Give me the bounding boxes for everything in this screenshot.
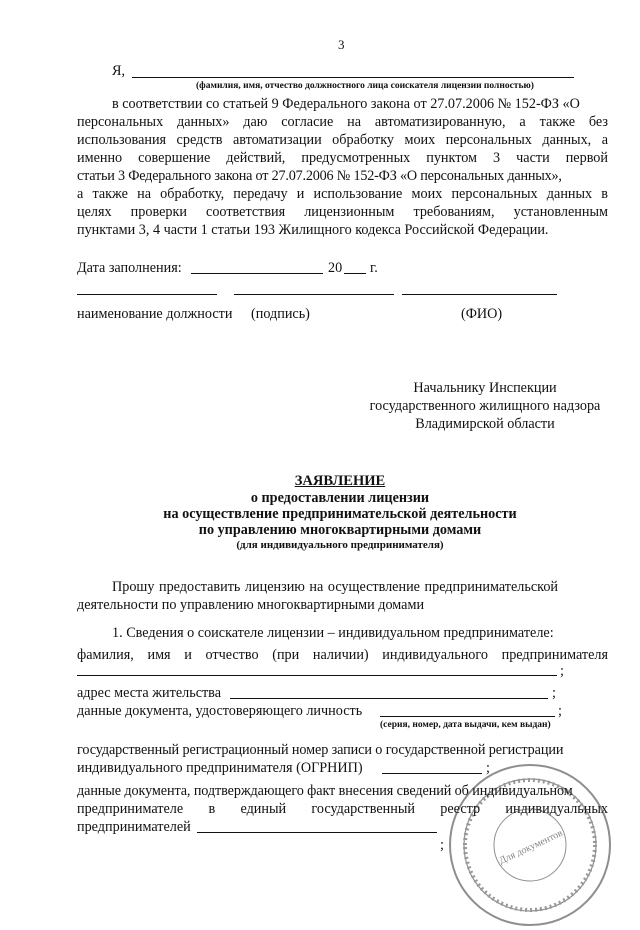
consent-line-6: а также на обработку, передачу и использование моих персональных данных в [77, 186, 608, 202]
consent-line-8: пунктами 3, 4 части 1 статьи 193 Жилищного кодекса Российской Федерации. [77, 222, 549, 238]
semicolon-1: ; [560, 663, 564, 679]
consent-ya: Я, [112, 63, 126, 79]
semicolon-2: ; [552, 685, 556, 701]
address-label: адрес места жительства [77, 685, 221, 701]
semicolon-3: ; [558, 703, 562, 719]
page-number: 3 [338, 37, 345, 52]
date-label: Дата заполнения: [77, 260, 182, 276]
egrip-line-3: предпринимателей [77, 819, 191, 835]
stamp-text: Для документов [497, 827, 565, 867]
consent-line-7: целях проверки соответствия лицензионным требованиям, установленным [77, 204, 608, 220]
year-underline [344, 273, 366, 274]
doc-label: данные документа, удостоверяющего личность [77, 703, 363, 719]
consent-line-4: именно совершение действий, предусмотренных пунктом 3 части первой [77, 150, 608, 166]
signature-line [234, 294, 394, 295]
fio-underline [132, 77, 574, 78]
addressee-line-2: государственного жилищного надзора [369, 398, 601, 414]
addressee-line-3: Владимирской области [415, 416, 555, 432]
addressee-line-1: Начальнику Инспекции [413, 380, 557, 396]
fio-entrepreneur-label: фамилия, имя и отчество (при наличии) индивидуального предпринимателя [77, 647, 608, 663]
sign-label: (подпись) [251, 306, 310, 322]
fio-entrepreneur-underline[interactable] [77, 675, 557, 676]
egrip-underline[interactable] [197, 832, 437, 833]
fio-label: (ФИО) [461, 306, 503, 322]
request-line-2: деятельности по управлению многоквартирными домами [77, 597, 425, 613]
egrip-line-1: данные документа, подтверждающего факт внесения сведений об индивидуальном [77, 783, 573, 799]
doc-underline[interactable] [380, 716, 555, 717]
position-label: наименование должности [77, 306, 233, 322]
year-suffix: г. [370, 260, 378, 276]
consent-line-2: персональных данных» даю согласие на автоматизированную, а также без [77, 114, 608, 130]
doc-hint: (серия, номер, дата выдачи, кем выдан) [380, 720, 551, 730]
application-note: (для индивидуального предпринимателя) [236, 539, 444, 551]
semicolon-5: ; [440, 837, 444, 853]
ogrnip-line-1: государственный регистрационный номер записи о государственной регистрации [77, 742, 564, 758]
request-line-1: Прошу предоставить лицензию на осуществление предпринимательской [112, 579, 559, 595]
address-underline[interactable] [230, 698, 548, 699]
fio-sign-line [402, 294, 557, 295]
egrip-line-2: предпринимателе в единый государственный реестр индивидуальных [77, 801, 608, 817]
application-subtitle-3: по управлению многоквартирными домами [198, 522, 482, 538]
ogrnip-line-2: индивидуального предпринимателя (ОГРНИП) [77, 760, 363, 776]
position-line [77, 294, 217, 295]
date-underline [191, 273, 323, 274]
consent-line-3: использования средств автоматизации обработку моих персональных данных, а [77, 132, 608, 148]
year-prefix: 20 [328, 260, 343, 276]
section-1-heading: 1. Сведения о соискателе лицензии – индивидуальном предпринимателе: [112, 625, 554, 641]
application-subtitle-1: о предоставлении лицензии [250, 490, 430, 506]
consent-line-5: статьи 3 Федерального закона от 27.07.2006 № 152-ФЗ «О персональных данных», [77, 168, 562, 184]
consent-line-1: в соответствии со статьей 9 Федерального закона от 27.07.2006 № 152-ФЗ «О [112, 96, 580, 112]
application-title: ЗАЯВЛЕНИЕ [294, 473, 386, 489]
application-subtitle-2: на осуществление предпринимательской деятельности [163, 506, 517, 522]
fio-hint: (фамилия, имя, отчество должностного лица соискателя лицензии полностью) [196, 81, 534, 91]
semicolon-4: ; [486, 760, 490, 776]
